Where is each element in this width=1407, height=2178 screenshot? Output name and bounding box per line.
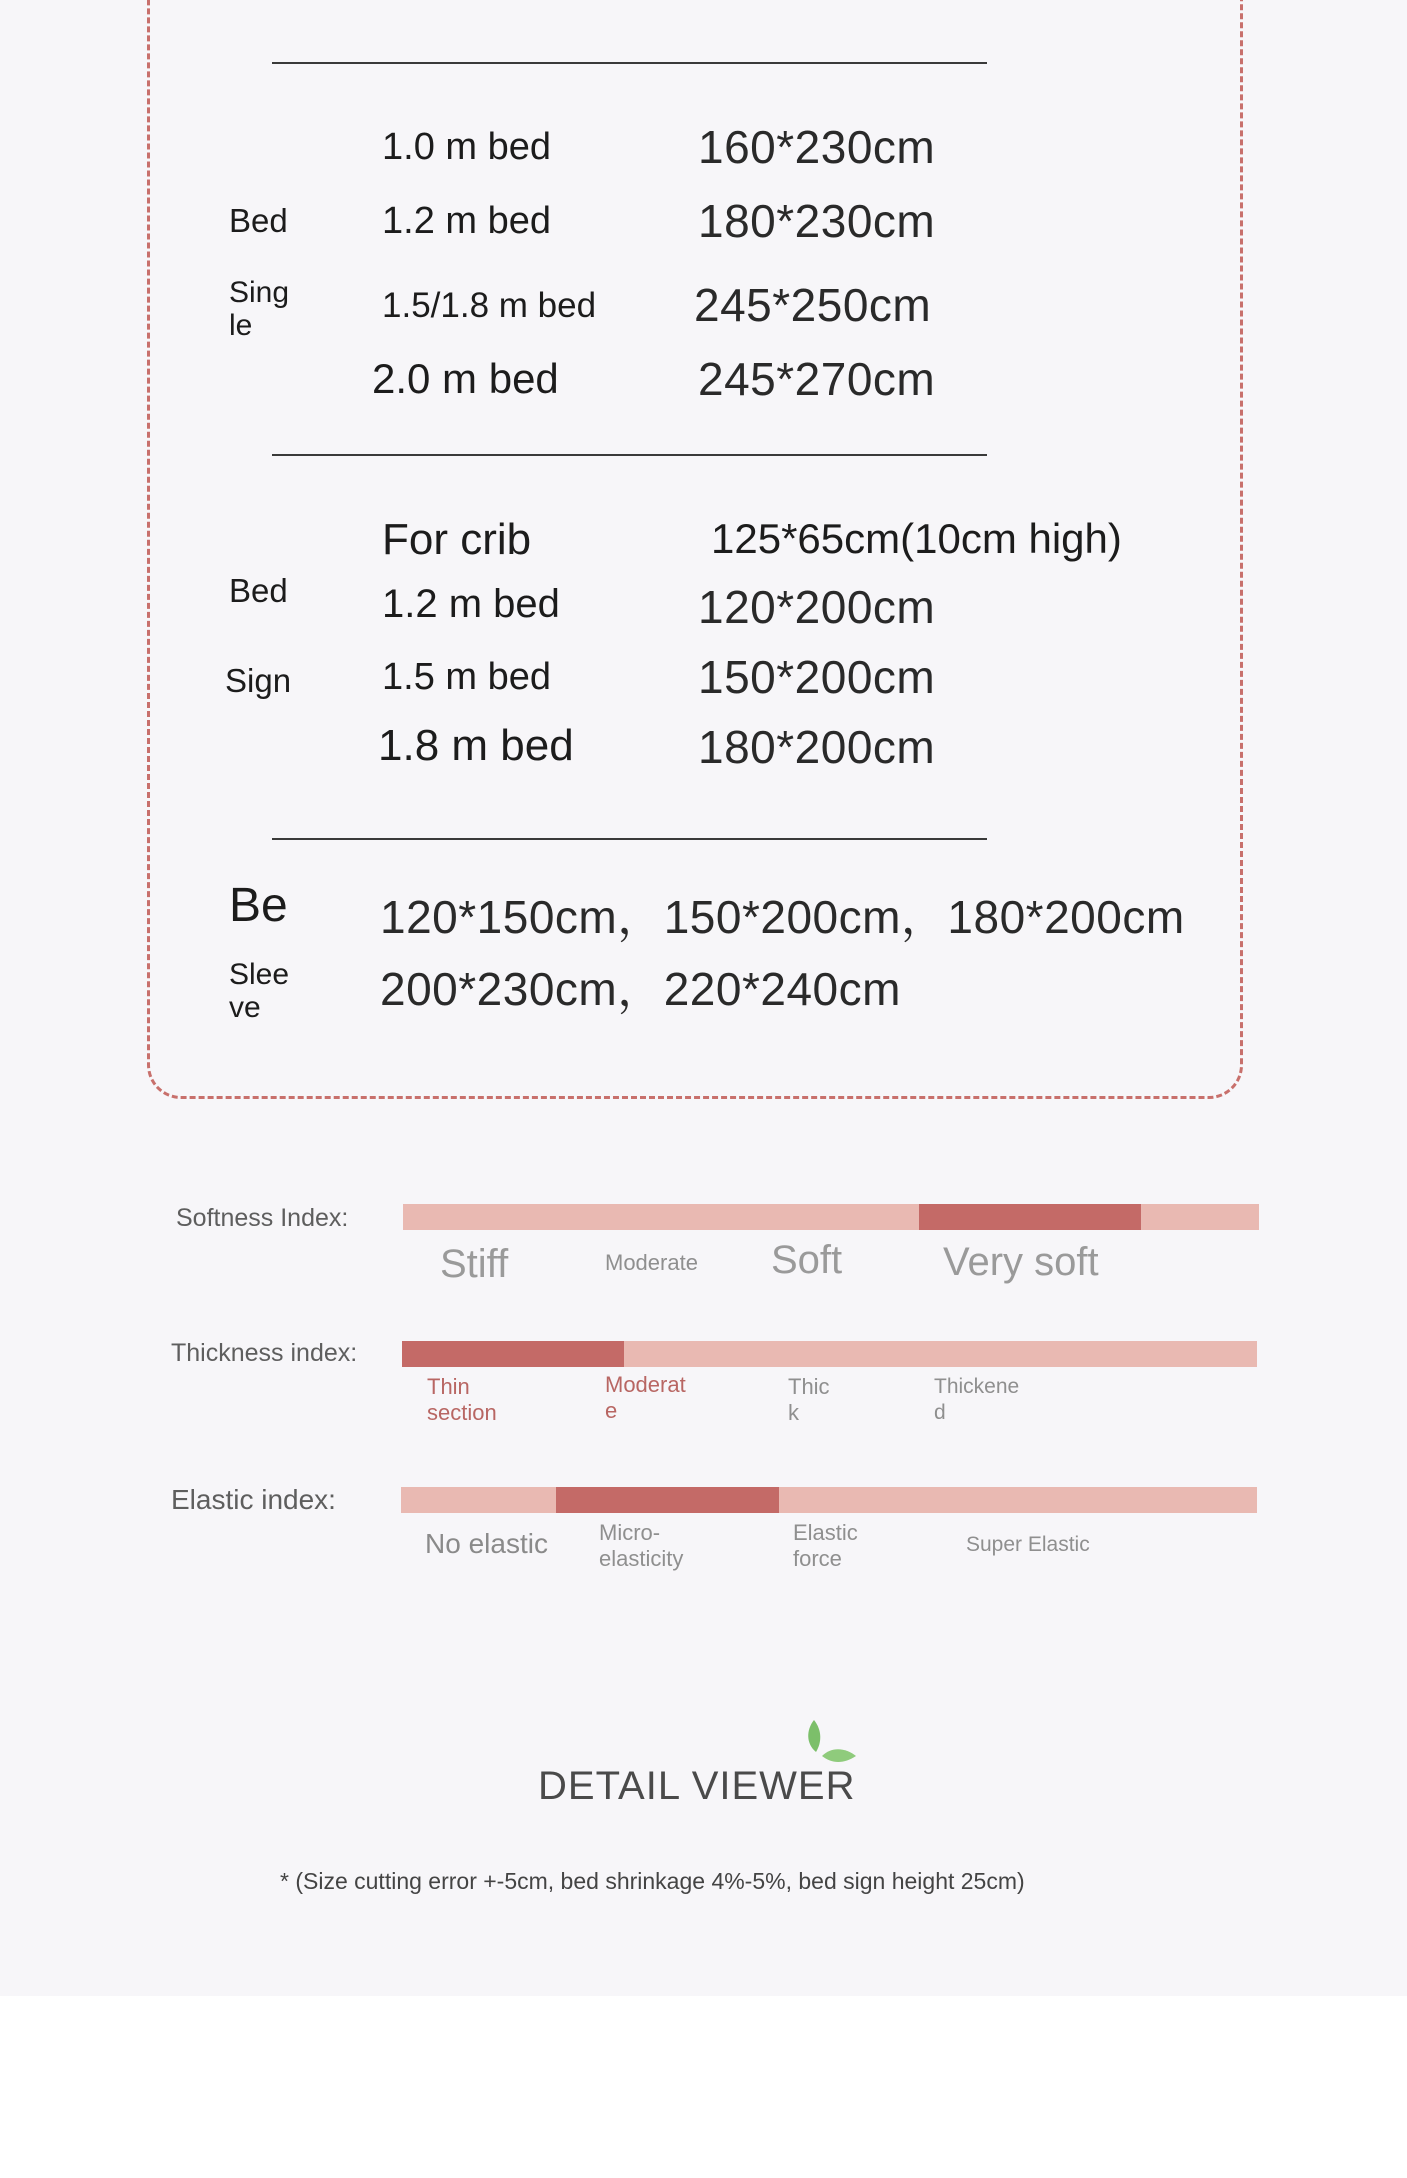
sheet-size-4: 245*270cm [698,353,936,405]
sheet-size-2: 180*230cm [698,195,936,247]
thickness-selected-segment [402,1341,624,1367]
thickness-option-thick: Thic k [788,1374,830,1425]
fitted-bed-1: For crib [382,515,532,564]
sleeve-label-2: Slee ve [229,958,290,1024]
elastic-option-elastic-force: Elastic force [793,1520,858,1571]
sheet-bed-2: 1.2 m bed [382,200,551,242]
thickness-option-thin: Thin section [427,1374,497,1425]
elastic-option-micro: Micro-elasticity [599,1520,684,1571]
thickness-option-thickened: Thickene d [934,1375,1020,1424]
leaf-icon [800,1716,860,1772]
sleeve-sizes-1: 120*150cm，150*200cm，180*200cm [380,891,1185,943]
bed-sheet-label-2: Sing le [229,276,290,342]
softness-option-soft: Soft [771,1238,843,1282]
softness-option-moderate: Moderate [605,1250,698,1275]
fitted-bed-2: 1.2 m bed [382,582,560,626]
fitted-bed-3: 1.5 m bed [382,656,551,698]
divider-bottom [272,838,987,840]
elastic-option-super: Super Elastic [966,1533,1090,1556]
sheet-size-3: 245*250cm [694,279,932,331]
fitted-bed-4: 1.8 m bed [378,721,574,770]
sleeve-sizes-2: 200*230cm，220*240cm [380,963,901,1015]
sheet-size-1: 160*230cm [698,121,936,173]
softness-selected-segment [919,1204,1141,1230]
thickness-index-label: Thickness index: [171,1339,358,1367]
softness-index-label: Softness Index: [176,1204,349,1232]
thickness-option-moderate: Moderat e [605,1372,686,1423]
divider-middle [272,454,987,456]
thickness-index-bar [402,1341,1257,1367]
fitted-size-3: 150*200cm [698,651,936,703]
elastic-index-bar [401,1487,1257,1513]
detail-viewer-title: DETAIL VIEWER [538,1764,856,1808]
softness-option-stiff: Stiff [440,1242,509,1286]
sleeve-label: Be [229,879,288,932]
bed-sheet-label: Bed [229,202,288,239]
divider-top [272,62,987,64]
fitted-size-1: 125*65cm(10cm high) [711,515,1122,562]
size-note: * (Size cutting error +-5cm, bed shrinkage 4%-5%, bed sign height 25cm) [280,1868,1025,1894]
fitted-label: Bed [229,572,288,609]
fitted-label-2: Sign [225,662,292,699]
softness-index-bar [403,1204,1259,1230]
elastic-index-label: Elastic index: [171,1484,336,1515]
sheet-bed-4: 2.0 m bed [372,355,559,402]
fitted-size-4: 180*200cm [698,721,936,773]
sheet-bed-3: 1.5/1.8 m bed [382,286,597,325]
elastic-selected-segment [556,1487,779,1513]
softness-option-very-soft: Very soft [943,1240,1099,1284]
fitted-size-2: 120*200cm [698,581,936,633]
elastic-option-none: No elastic [425,1528,548,1559]
sheet-bed-1: 1.0 m bed [382,126,551,168]
